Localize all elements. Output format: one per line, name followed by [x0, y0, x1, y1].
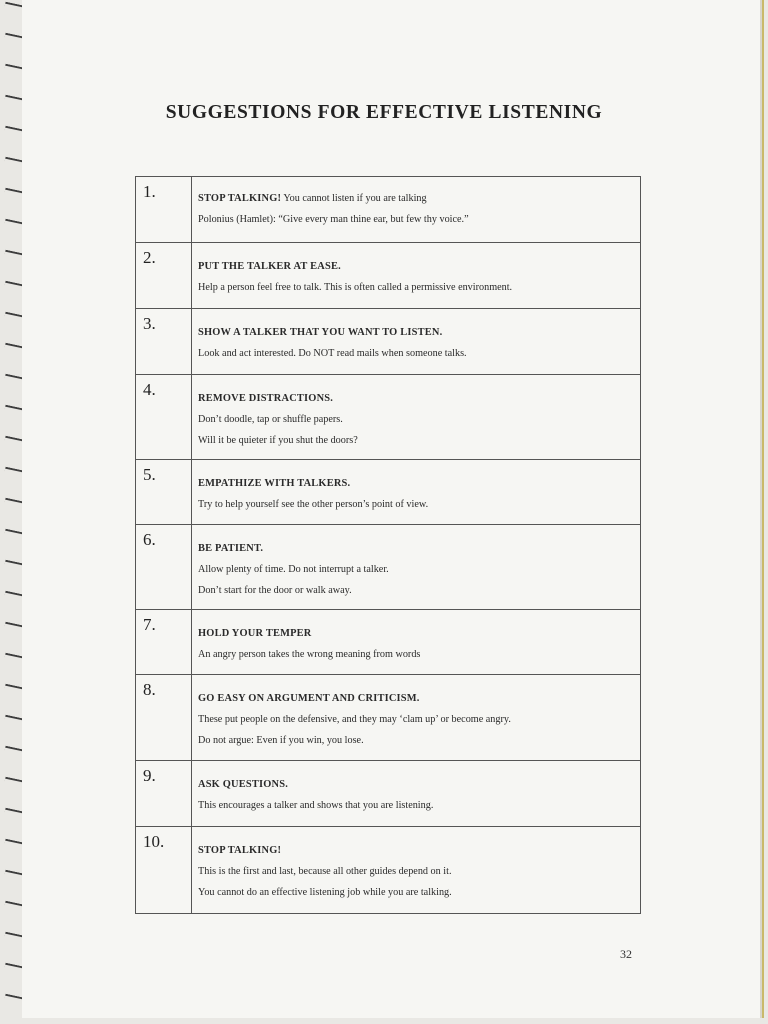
item-text [192, 675, 641, 761]
table-row [136, 675, 641, 761]
item-number: 8. [136, 675, 192, 761]
suggestions-table [135, 176, 641, 914]
item-line: These put people on the defensive, and they may ‘clam up’ or become angry. [198, 714, 511, 725]
table-row [136, 243, 641, 309]
table-row [136, 309, 641, 375]
table-row [136, 525, 641, 610]
item-heading: ASK QUESTIONS. [198, 779, 288, 790]
item-text [192, 610, 641, 675]
item-text [192, 177, 641, 243]
page-title: SUGGESTIONS FOR EFFECTIVE LISTENING [165, 102, 603, 123]
item-line: Allow plenty of time. Do not interrupt a talker. [198, 564, 389, 575]
item-line: Polonius (Hamlet): “Give every man thine ear, but few thy voice.” [198, 214, 469, 225]
item-number: 5. [136, 460, 192, 525]
item-line: This encourages a talker and shows that you are listening. [198, 800, 434, 811]
item-number: 2. [136, 243, 192, 309]
item-heading: BE PATIENT. [198, 543, 264, 554]
item-heading: EMPATHIZE WITH TALKERS. [198, 478, 351, 489]
item-number: 4. [136, 375, 192, 460]
table-row [136, 761, 641, 827]
item-number: 1. [136, 177, 192, 243]
item-text [192, 309, 641, 375]
item-line: You cannot listen if you are talking [283, 193, 427, 204]
table-row [136, 610, 641, 675]
table-row [136, 460, 641, 525]
item-heading: PUT THE TALKER AT EASE. [198, 261, 341, 272]
item-number: 3. [136, 309, 192, 375]
item-line: Will it be quieter if you shut the doors? [198, 435, 358, 446]
item-heading: STOP TALKING! [198, 845, 282, 856]
item-line: Don’t start for the door or walk away. [198, 585, 352, 596]
table-row [136, 375, 641, 460]
item-number: 6. [136, 525, 192, 610]
item-first-line [198, 188, 634, 209]
item-heading: SHOW A TALKER THAT YOU WANT TO LISTEN. [198, 327, 443, 338]
item-heading: STOP TALKING! [198, 193, 282, 204]
item-line: Look and act interested. Do NOT read mails when someone talks. [198, 348, 467, 359]
table-row [136, 177, 641, 243]
item-text [192, 460, 641, 525]
item-line: Don’t doodle, tap or shuffle papers. [198, 414, 343, 425]
item-number: 7. [136, 610, 192, 675]
item-text [192, 827, 641, 914]
item-line: You cannot do an effective listening job while you are talking. [198, 887, 452, 898]
item-number: 9. [136, 761, 192, 827]
item-heading: HOLD YOUR TEMPER [198, 628, 312, 639]
table-row [136, 827, 641, 914]
item-heading: REMOVE DISTRACTIONS. [198, 393, 334, 404]
item-text [192, 761, 641, 827]
item-text [192, 375, 641, 460]
item-heading: GO EASY ON ARGUMENT AND CRITICISM. [198, 693, 420, 704]
item-line: An angry person takes the wrong meaning from words [198, 649, 421, 660]
item-text [192, 243, 641, 309]
page-number: 32 [620, 947, 632, 961]
item-number: 10. [136, 827, 192, 914]
item-line: Help a person feel free to talk. This is often called a permissive environment. [198, 282, 513, 293]
item-line: This is the first and last, because all other guides depend on it. [198, 866, 452, 877]
item-text [192, 525, 641, 610]
item-line: Try to help yourself see the other person’s point of view. [198, 499, 429, 510]
item-line: Do not argue: Even if you win, you lose. [198, 735, 364, 746]
